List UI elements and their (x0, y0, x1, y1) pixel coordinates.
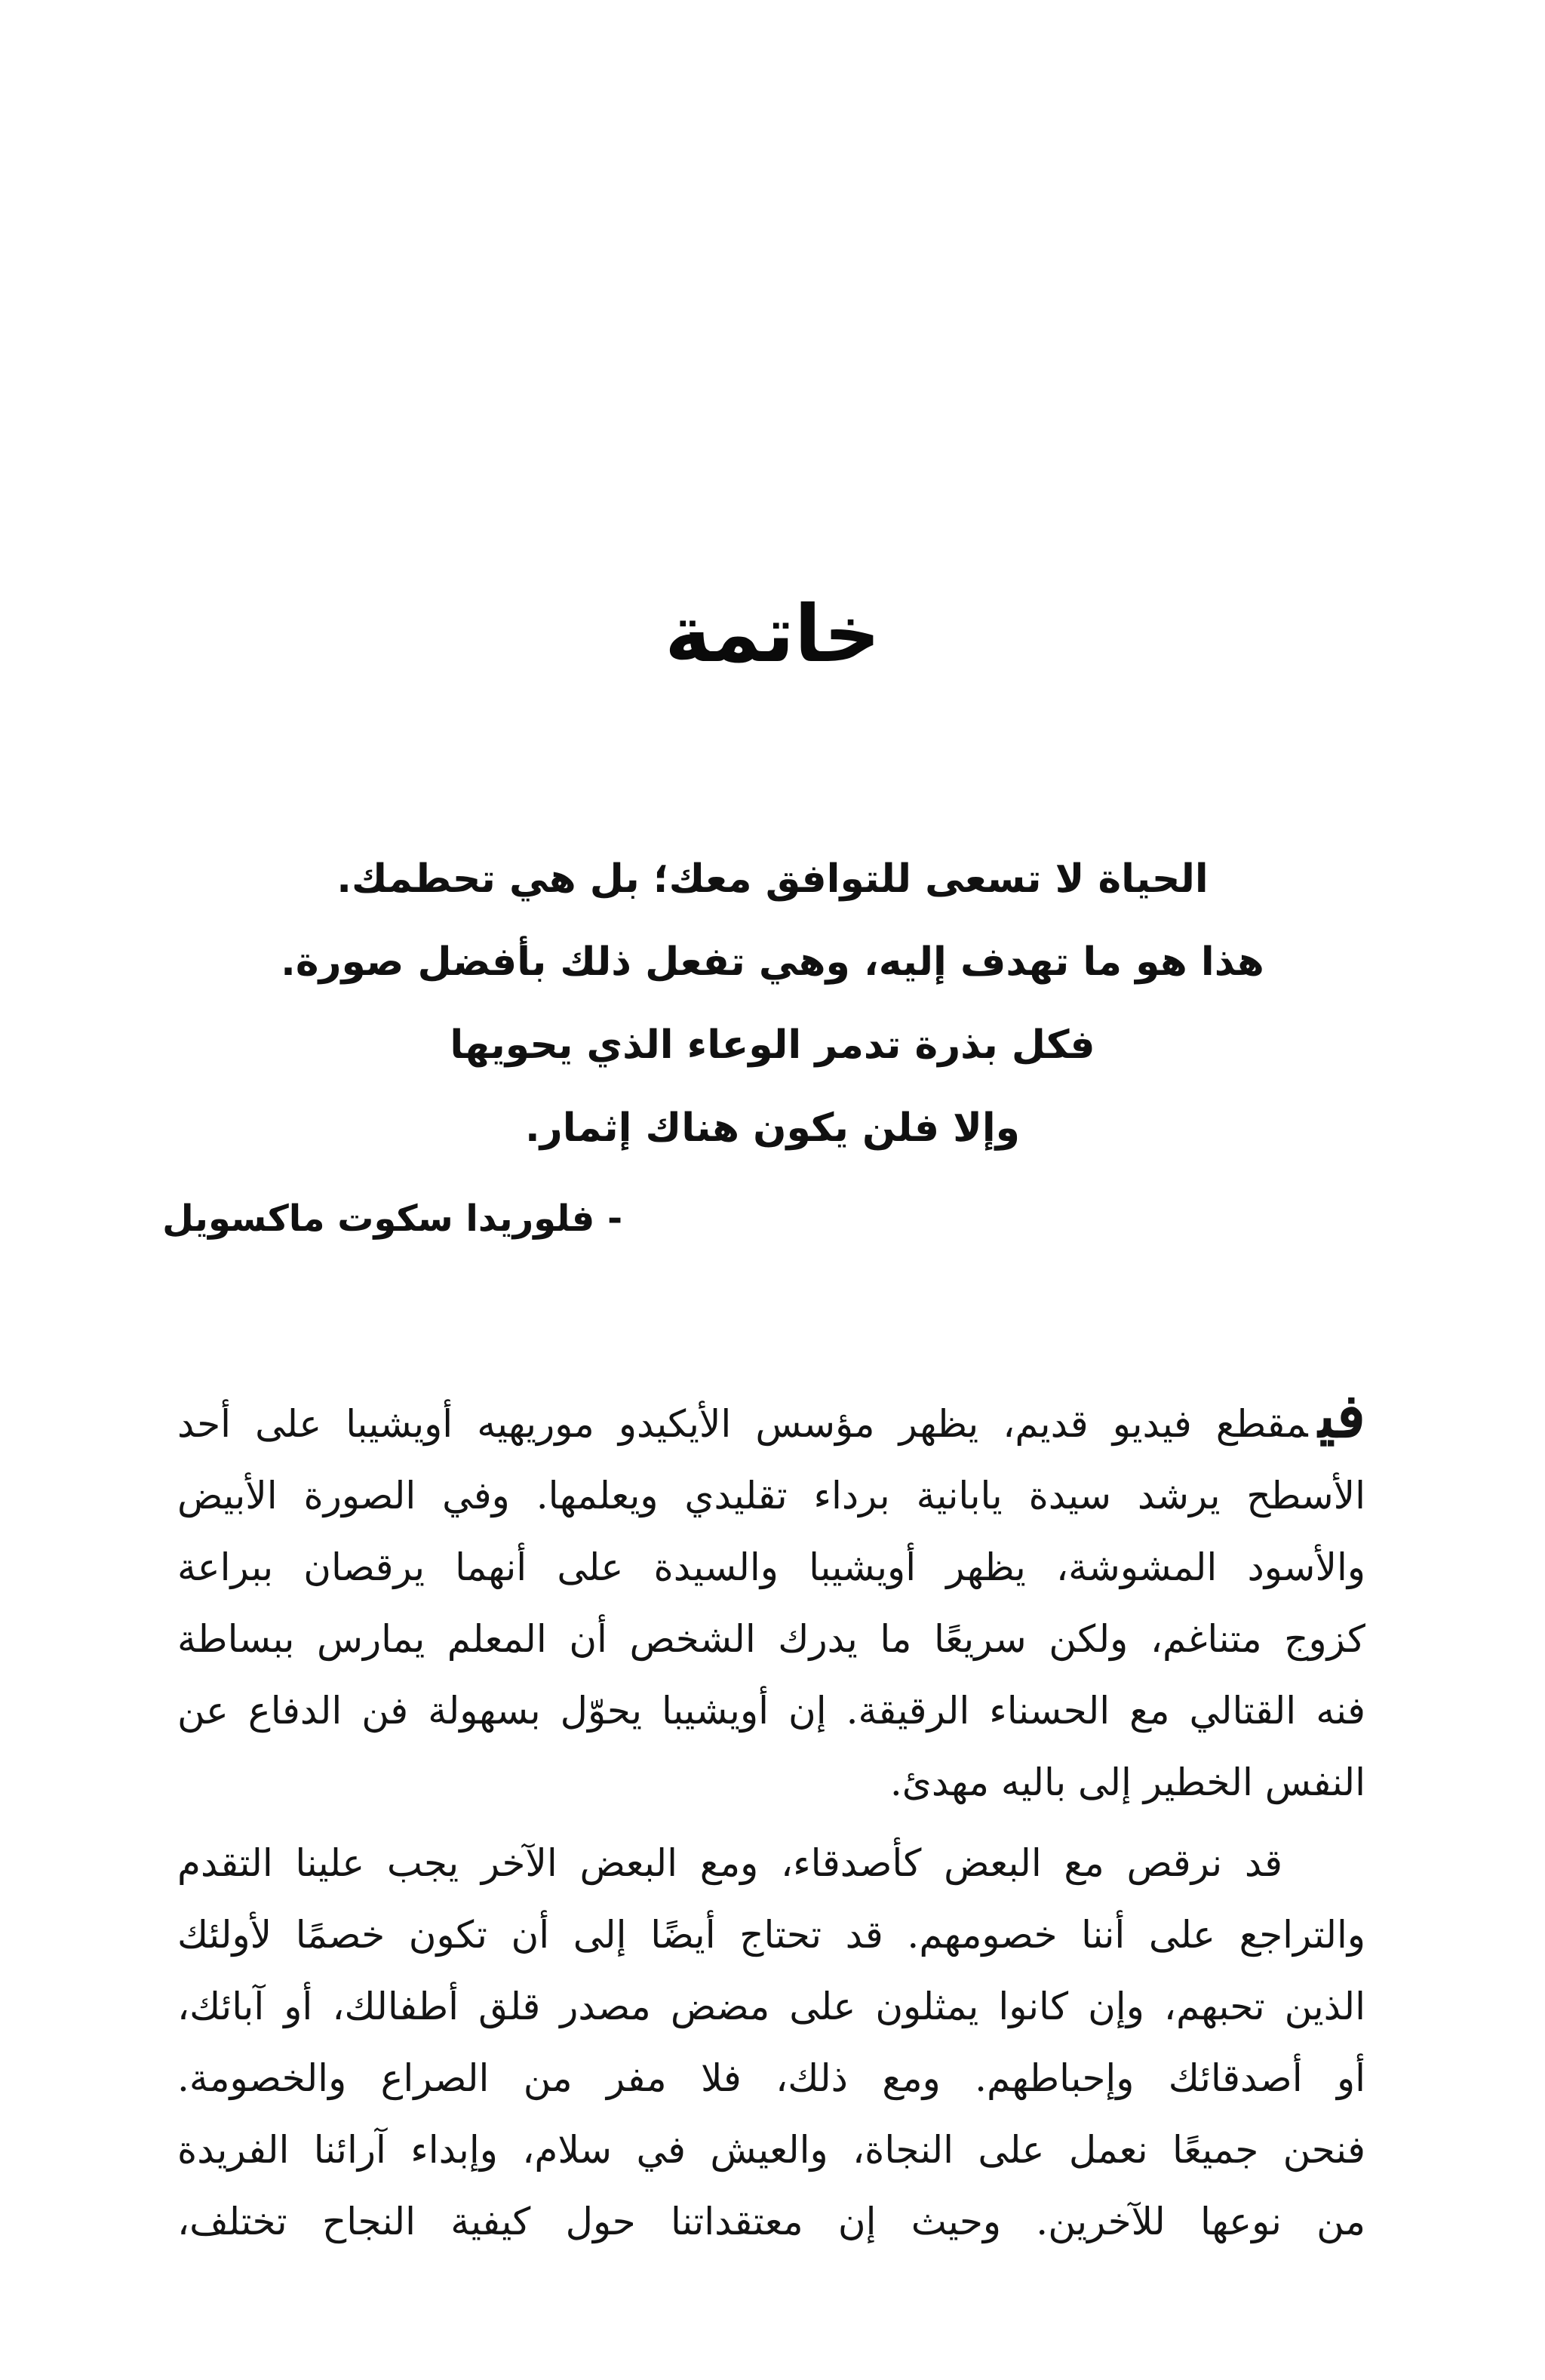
paragraph-line (177, 1380, 1365, 1460)
paragraph-line: الأسطح يرشد سيدة يابانية برداء تقليدي ويعلمها. وفي الصورة الأبيض (177, 1474, 1365, 1517)
paragraph-line-text: مقطع فيديو قديم، يظهر مؤسس الأيكيدو موريهيه أويشيبا على أحد (177, 1402, 1308, 1446)
epigraph-line: هذا هو ما تهدف إليه، وهي تفعل ذلك بأفضل صورة. (281, 939, 1264, 985)
epigraph-attribution: - فلوريدا سكوت ماكسويل (162, 1198, 622, 1240)
epigraph-line: وإلا فلن يكون هناك إثمار. (525, 1105, 1020, 1151)
paragraph-line: من نوعها للآخرين. وحيث إن معتقداتنا حول كيفية النجاح تختلف، (177, 2200, 1366, 2243)
chapter-title: خاتمة (665, 588, 880, 680)
paragraph-line: والتراجع على أننا خصومهم. قد تحتاج أيضًا إلى أن تكون خصمًا لأولئك (177, 1913, 1365, 1957)
paragraph-line: والأسود المشوشة، يظهر أويشيبا والسيدة على أنهما يرقصان ببراعة (177, 1545, 1365, 1589)
epigraph (0, 838, 1545, 1170)
paragraph-line: فنه القتالي مع الحسناء الرقيقة. إن أويشيبا يحوّل بسهولة فن الدفاع عن (177, 1689, 1365, 1733)
epigraph-line: الحياة لا تسعى للتوافق معك؛ بل هي تحطمك. (336, 856, 1209, 902)
paragraph-line: كزوج متناغم، ولكن سريعًا ما يدرك الشخص أن المعلم يمارس ببساطة (177, 1617, 1365, 1661)
paragraph-1 (177, 1380, 1365, 1819)
paragraph-line: أو أصدقائك وإحباطهم. ومع ذلك، فلا مفر من الصراع والخصومة. (177, 2056, 1365, 2100)
paragraph-line: فنحن جميعًا نعمل على النجاة، والعيش في سلام، وإبداء آرائنا الفريدة (177, 2128, 1365, 2172)
paragraph-line: النفس الخطير إلى باليه مهدئ. (889, 1760, 1365, 1804)
paragraph-line: الذين تحبهم، وإن كانوا يمثلون على مضض مصدر قلق أطفالك، أو آبائك، (177, 1985, 1365, 2028)
paragraph-2 (177, 1828, 1365, 2258)
paragraph-line: قد نرقص مع البعض كأصدقاء، ومع البعض الآخر يجب علينا التقدم (177, 1841, 1282, 1885)
body-text (177, 1380, 1366, 2258)
epigraph-line: فكل بذرة تدمر الوعاء الذي يحويها (450, 1022, 1095, 1068)
drop-cap-word: في (1318, 1380, 1365, 1451)
